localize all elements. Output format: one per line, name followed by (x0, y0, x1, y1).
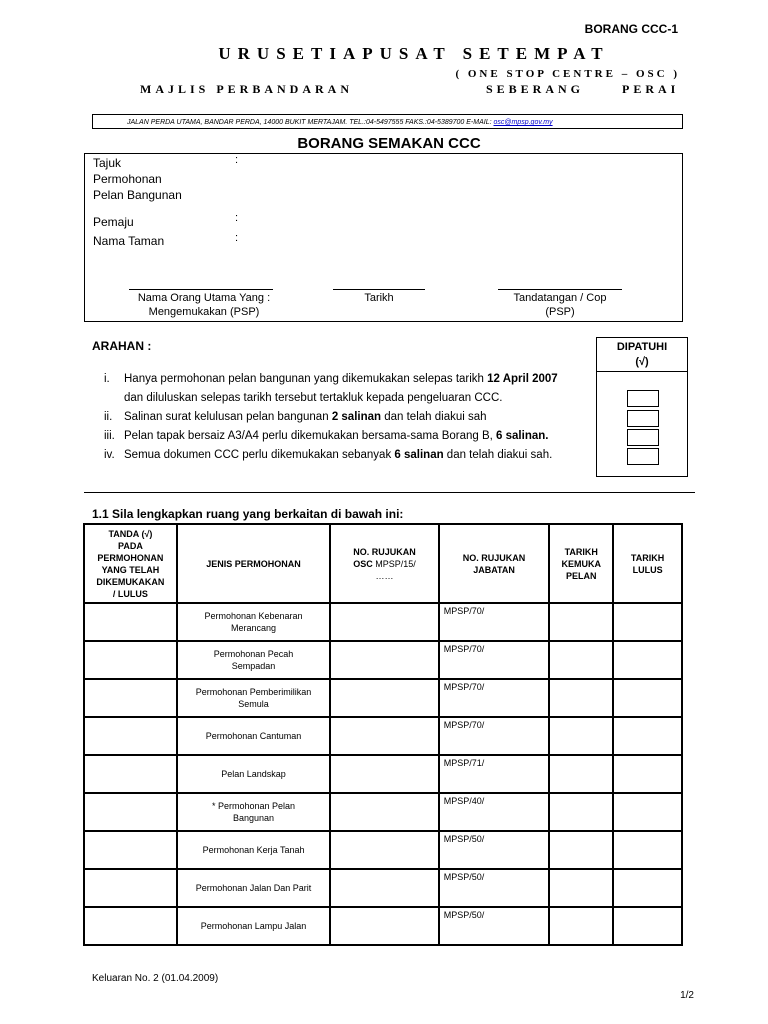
form-code: BORANG CCC-1 (584, 22, 678, 36)
col-tarikh-kemuka-l3: PELAN (565, 570, 597, 581)
signature-line-name (129, 289, 273, 290)
signature-date-label: Tarikh (364, 292, 394, 304)
instruction-ii-text: Salinan surat kelulusan pelan bangunan (124, 411, 332, 423)
cell-jenis-l1: Permohonan Pemberimilikan (195, 687, 312, 697)
council-name-mid: SEBERANG (486, 82, 585, 96)
email-link[interactable]: osc@mpsp.gov.my (493, 119, 553, 126)
table-row (84, 641, 682, 679)
colon-pemaju: : (235, 212, 239, 224)
table-row (84, 907, 682, 945)
cell-tarikh-kemuka[interactable] (549, 603, 613, 641)
cell-rujukan-osc[interactable] (330, 679, 439, 717)
instruction-iii (104, 430, 548, 442)
section-title: 1.1 Sila lengkapkan ruang yang berkaitan di bawah ini: (92, 507, 404, 521)
instruction-ii (104, 411, 487, 423)
cell-rujukan-osc[interactable] (330, 831, 439, 869)
page-number: 1/2 (680, 990, 694, 1001)
instruction-iii-num: iii. (104, 430, 115, 442)
cell-tarikh-kemuka[interactable] (549, 679, 613, 717)
cell-jenis (177, 717, 330, 755)
instruction-iv-text: Semua dokumen CCC perlu dikemukakan sebanyak (124, 449, 395, 461)
label-pelan-bangunan: Pelan Bangunan (93, 188, 182, 202)
signature-sign-label (480, 291, 640, 319)
col-rujukan-osc-l1: NO. RUJUKAN (353, 546, 416, 557)
checkbox-i[interactable] (627, 390, 659, 407)
instruction-iii-bold: 6 salinan. (496, 430, 549, 442)
instruction-i-bold: 12 April 2007 (487, 373, 558, 385)
instruction-iv-num: iv. (104, 449, 115, 461)
cell-tarikh-lulus[interactable] (613, 641, 682, 679)
col-tanda-l2: PADA (118, 540, 143, 551)
cell-jenis (177, 755, 330, 793)
cell-jenis (177, 679, 330, 717)
cell-jenis-l2: Bangunan (233, 813, 275, 823)
cell-jenis-l1: Permohonan Cantuman (205, 731, 302, 741)
instruction-ii-text-b: dan telah diakui sah (381, 411, 487, 423)
dipatuhi-check-symbol: (√) (635, 356, 649, 368)
label-pemaju: Pemaju (93, 215, 134, 229)
address-text: JALAN PERDA UTAMA, BANDAR PERDA, 14000 BUKIT MERTAJAM. TEL.:04-5497555 FAKS.:04-5389700 E-MAIL: (127, 119, 494, 126)
cell-rujukan-osc[interactable] (330, 755, 439, 793)
org-subtitle: ( ONE STOP CENTRE – OSC ) (455, 68, 680, 80)
col-rujukan-osc (330, 524, 439, 603)
cell-jenis-l1: * Permohonan Pelan (212, 801, 296, 811)
signature-line-sign (498, 289, 622, 290)
colon-nama-taman: : (235, 232, 239, 244)
cell-rujukan-osc[interactable] (330, 603, 439, 641)
col-tarikh-kemuka-l2: KEMUKA (561, 558, 601, 569)
label-nama-taman: Nama Taman (93, 234, 165, 248)
cell-tarikh-lulus[interactable] (613, 793, 682, 831)
cell-tarikh-lulus[interactable] (613, 679, 682, 717)
table-header-row (84, 524, 682, 603)
cell-tarikh-lulus[interactable] (613, 603, 682, 641)
table-row (84, 755, 682, 793)
council-name-left: MAJLIS PERBANDARAN (140, 82, 354, 96)
cell-rujukan-jabatan[interactable]: MPSP/70/ (439, 603, 550, 641)
section-divider (84, 492, 695, 493)
instruction-i-text: Hanya permohonan pelan bangunan yang dikemukakan selepas tarikh (124, 373, 488, 385)
cell-rujukan-jabatan[interactable]: MPSP/50/ (439, 907, 550, 945)
cell-tarikh-lulus[interactable] (613, 717, 682, 755)
dipatuhi-header (597, 338, 687, 372)
col-tarikh-lulus-l2: LULUS (632, 564, 663, 575)
instruction-i-cont: dan diluluskan selepas tarikh tersebut tertakluk kepada pengeluaran CCC. (124, 392, 503, 404)
cell-tarikh-kemuka[interactable] (549, 831, 613, 869)
checkbox-iii[interactable] (627, 429, 659, 446)
col-tarikh-kemuka (549, 524, 613, 603)
signature-name-label (109, 291, 299, 319)
signature-sign-line1: Tandatangan / Cop (513, 292, 607, 304)
instruction-i-num: i. (104, 373, 110, 385)
cell-jenis (177, 831, 330, 869)
col-jenis: JENIS PERMOHONAN (177, 524, 330, 603)
col-rujukan-osc-mpsp: MPSP/15/ (375, 558, 416, 569)
col-rujukan-jabatan (439, 524, 550, 603)
signature-sign-line2: (PSP) (545, 306, 575, 318)
cell-jenis-l1: Permohonan Kebenaran (204, 611, 303, 621)
application-table (83, 523, 683, 946)
cell-tanda[interactable] (84, 831, 177, 869)
cell-rujukan-jabatan[interactable]: MPSP/50/ (439, 831, 550, 869)
cell-tarikh-kemuka[interactable] (549, 755, 613, 793)
applicant-box (84, 153, 683, 322)
cell-rujukan-osc[interactable] (330, 793, 439, 831)
cell-jenis-l1: Permohonan Pecah (213, 649, 294, 659)
col-tanda-l6: / LULUS (112, 588, 148, 599)
col-tanda-l3: PERMOHONAN (97, 552, 164, 563)
cell-tanda[interactable] (84, 603, 177, 641)
address-bar (92, 114, 683, 129)
cell-tarikh-kemuka[interactable] (549, 869, 613, 907)
table-row (84, 679, 682, 717)
cell-rujukan-osc[interactable] (330, 907, 439, 945)
col-rujukan-osc-l2 (333, 558, 436, 570)
instruction-iii-text: Pelan tapak bersaiz A3/A4 perlu dikemukakan bersama-sama Borang B, (124, 430, 497, 442)
cell-tanda[interactable] (84, 641, 177, 679)
colon-tajuk: : (235, 154, 239, 166)
cell-rujukan-jabatan[interactable]: MPSP/70/ (439, 679, 550, 717)
cell-tarikh-kemuka[interactable] (549, 717, 613, 755)
cell-jenis (177, 869, 330, 907)
cell-rujukan-osc[interactable] (330, 869, 439, 907)
cell-tanda[interactable] (84, 907, 177, 945)
instruction-i (104, 373, 558, 385)
signature-line-date (333, 289, 425, 290)
instruction-ii-bold: 2 salinan (331, 411, 382, 423)
col-rujukan-osc-osc: OSC (353, 558, 373, 569)
col-tarikh-kemuka-l1: TARIKH (564, 546, 598, 557)
dipatuhi-title: DIPATUHI (616, 341, 668, 353)
cell-tarikh-lulus[interactable] (613, 831, 682, 869)
council-name-right: PERAI (622, 82, 680, 96)
cell-tanda[interactable] (84, 869, 177, 907)
cell-jenis-l1: Pelan Landskap (221, 769, 286, 779)
cell-tarikh-kemuka[interactable] (549, 641, 613, 679)
col-rujukan-jabatan-l1: NO. RUJUKAN (462, 552, 526, 563)
checkbox-ii[interactable] (627, 410, 659, 427)
table-row (84, 831, 682, 869)
cell-rujukan-jabatan[interactable]: MPSP/70/ (439, 717, 550, 755)
col-tanda-l1: TANDA (√) (108, 528, 153, 539)
cell-rujukan-jabatan[interactable]: MPSP/40/ (439, 793, 550, 831)
cell-rujukan-jabatan[interactable]: MPSP/50/ (439, 869, 550, 907)
cell-tanda[interactable] (84, 755, 177, 793)
table-row (84, 717, 682, 755)
cell-jenis (177, 641, 330, 679)
checkbox-iv[interactable] (627, 448, 659, 465)
col-tanda-l5: DIKEMUKAKAN (96, 576, 165, 587)
cell-jenis-l2: Sempadan (231, 661, 276, 671)
cell-jenis (177, 907, 330, 945)
cell-jenis (177, 793, 330, 831)
col-tarikh-lulus-l1: TARIKH (630, 552, 665, 563)
table-row (84, 793, 682, 831)
cell-rujukan-osc[interactable] (330, 717, 439, 755)
cell-jenis-l2: Merancang (231, 623, 277, 633)
cell-tarikh-lulus[interactable] (613, 755, 682, 793)
table-row (84, 603, 682, 641)
col-tanda-l4: YANG TELAH (101, 564, 160, 575)
cell-tanda[interactable] (84, 717, 177, 755)
dipatuhi-box (596, 337, 688, 477)
cell-tarikh-lulus[interactable] (613, 869, 682, 907)
col-tanda (84, 524, 177, 603)
form-title: BORANG SEMAKAN CCC (297, 135, 481, 152)
instruction-iv (104, 449, 552, 461)
instruction-ii-num: ii. (104, 411, 113, 423)
cell-tanda[interactable] (84, 793, 177, 831)
cell-tanda[interactable] (84, 679, 177, 717)
col-rujukan-jabatan-l2: JABATAN (473, 564, 515, 575)
cell-tarikh-kemuka[interactable] (549, 793, 613, 831)
label-tajuk: Tajuk (93, 156, 122, 170)
col-tarikh-lulus (613, 524, 682, 603)
cell-rujukan-jabatan[interactable]: MPSP/71/ (439, 755, 550, 793)
col-rujukan-osc-l3: …… (375, 570, 394, 581)
label-permohonan: Permohonan (93, 172, 162, 186)
cell-rujukan-osc[interactable] (330, 641, 439, 679)
cell-tarikh-kemuka[interactable] (549, 907, 613, 945)
cell-tarikh-lulus[interactable] (613, 907, 682, 945)
cell-jenis-l1: Permohonan Kerja Tanah (202, 845, 305, 855)
edition-note: Keluaran No. 2 (01.04.2009) (92, 973, 219, 984)
instruction-iv-bold: 6 salinan (394, 449, 444, 461)
cell-jenis-l1: Permohonan Lampu Jalan (200, 921, 307, 931)
org-title: URUSETIAPUSAT SETEMPAT (218, 44, 610, 63)
signature-name-line2: Mengemukakan (PSP) (148, 306, 260, 318)
table-row (84, 869, 682, 907)
signature-name-line1: Nama Orang Utama Yang : (137, 292, 271, 304)
arahan-label: ARAHAN : (92, 339, 152, 353)
cell-jenis-l1: Permohonan Jalan Dan Parit (195, 883, 312, 893)
cell-jenis (177, 603, 330, 641)
cell-jenis-l2: Semula (238, 699, 269, 709)
instruction-iv-text-b: dan telah diakui sah. (443, 449, 553, 461)
cell-rujukan-jabatan[interactable]: MPSP/70/ (439, 641, 550, 679)
